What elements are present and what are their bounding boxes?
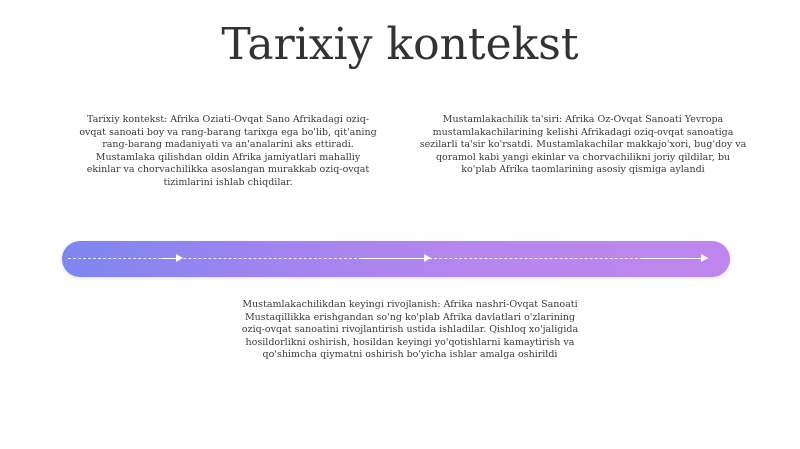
timeline-segment-2 [362, 258, 426, 259]
timeline-arrow-icon [176, 254, 183, 262]
timeline-text-postcolonial: Mustamlakachilikdan keyingi rivojlanish: Afrika nashri-Ovqat Sanoati Mustaqillikka erishgandan so'ng ko'plab Afrika davlatlari o'zlarining oziq-ovqat sanoatini rivojlantirish ustida ishladilar. Qishloq xo'jaligida hosildorlikni oshirish, hosildan keyingi yo'qotishlarni kamaytirish va qo'shimcha qiymatni oshirish bo'yicha ishlar amalga oshirildi [241, 299, 579, 360]
timeline-text-precolonial: Tarixiy kontekst: Afrika Oziati-Ovqat Sano Afrikadagi oziq-ovqat sanoati boy va rang-barang tarixga ega bo'lib, qit'aning rang-barang madaniyati va an'analarini aks ettiradi. Mustamlaka qilishdan oldin Afrika jamiyatlari mahalliy ekinlar va chorvachilikka asoslangan murakkab oziq-ovqat tizimlarini ishlab chiqdilar. [79, 114, 377, 188]
slide-title: Tarixiy kontekst [221, 19, 579, 70]
timeline-arrow-icon [701, 254, 708, 262]
timeline-bar [62, 241, 730, 277]
timeline-text-colonial: Mustamlakachilik ta'siri: Afrika Oz-Ovqat Sanoati Yevropa mustamlakachilarining kelishi Afrikadagi oziq-ovqat sanoatiga sezilarli ta'sir ko'rsatdi. Mustamlakachilar makkajo'xori, bug'doy va qoramol kabi yangi ekinlar va chorvachilikni joriy qildilar, bu ko'plab Afrika taomlarining asosiy qismiga aylandi [419, 114, 747, 175]
timeline-arrow-icon [424, 254, 431, 262]
timeline-segment-3 [642, 258, 703, 259]
